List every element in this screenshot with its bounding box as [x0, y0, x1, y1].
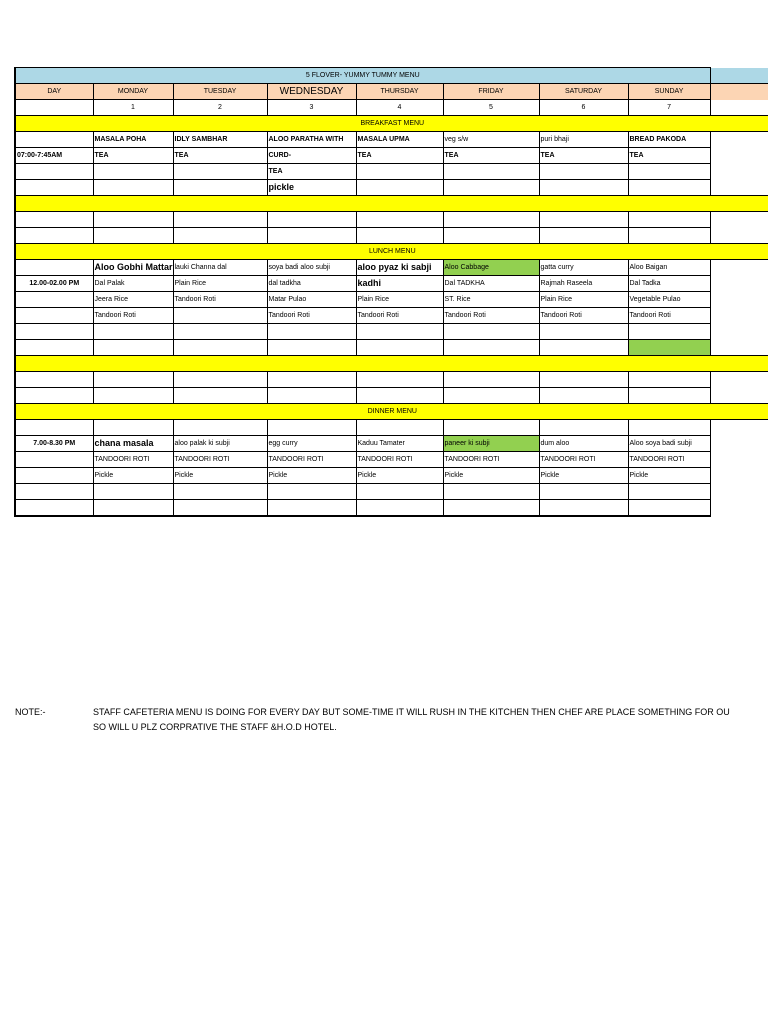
menu-cell: veg s/w: [443, 132, 539, 148]
menu-cell: Tandoori Roti: [93, 308, 173, 324]
menu-cell: Pickle: [628, 468, 710, 484]
title-row: [15, 68, 768, 84]
table-row: [15, 212, 768, 228]
menu-cell: Pickle: [267, 468, 356, 484]
menu-cell: Pickle: [539, 468, 628, 484]
table-row: [15, 292, 768, 308]
table-row: [15, 260, 768, 276]
header-friday: FRIDAY: [443, 84, 539, 100]
header-tuesday: TUESDAY: [173, 84, 267, 100]
day-number: 7: [628, 100, 710, 116]
menu-cell: Tandoori Roti: [356, 308, 443, 324]
table-row: [15, 500, 768, 517]
note-line-2: SO WILL U PLZ CORPRATIVE THE STAFF &H.O.D HOTEL.: [93, 722, 337, 732]
lunch-time: 12.00-02.00 PM: [15, 276, 93, 292]
menu-cell: Aloo Gobhi Mattar: [93, 260, 173, 276]
menu-cell: pickle: [267, 180, 356, 196]
menu-cell: Aloo Cabbage: [443, 260, 539, 276]
menu-cell: lauki Channa dal: [173, 260, 267, 276]
table-row: [15, 180, 768, 196]
header-saturday: SATURDAY: [539, 84, 628, 100]
menu-cell: TEA: [173, 148, 267, 164]
menu-cell: Plain Rice: [173, 276, 267, 292]
table-row: [15, 372, 768, 388]
lunch-menu-label: LUNCH MENU: [15, 244, 768, 260]
menu-cell: Tandoori Roti: [443, 308, 539, 324]
breakfast-band: [15, 116, 768, 132]
table-row: [15, 308, 768, 324]
day-header: DAY: [15, 84, 93, 100]
menu-cell: IDLY SAMBHAR: [173, 132, 267, 148]
menu-cell: MASALA UPMA: [356, 132, 443, 148]
day-number: 5: [443, 100, 539, 116]
table-row: [15, 228, 768, 244]
dinner-menu-label: DINNER MENU: [15, 404, 768, 420]
menu-cell: Kaduu Tamater: [356, 436, 443, 452]
table-row: [15, 420, 768, 436]
menu-cell: Dal Palak: [93, 276, 173, 292]
menu-cell: TEA: [356, 148, 443, 164]
table-row: [15, 324, 768, 340]
menu-cell: ST. Rice: [443, 292, 539, 308]
menu-cell: Jeera Rice: [93, 292, 173, 308]
table-row: [15, 484, 768, 500]
menu-cell: TANDOORI ROTI: [356, 452, 443, 468]
separator-band: [15, 196, 768, 212]
menu-cell: TANDOORI ROTI: [267, 452, 356, 468]
menu-cell: ALOO PARATHA WITH: [267, 132, 356, 148]
menu-cell: TANDOORI ROTI: [443, 452, 539, 468]
menu-cell: egg curry: [267, 436, 356, 452]
menu-cell: gatta curry: [539, 260, 628, 276]
dinner-time: 7.00-8.30 PM: [15, 436, 93, 452]
menu-cell: Pickle: [173, 468, 267, 484]
menu-cell: Tandoori Roti: [539, 308, 628, 324]
menu-cell: Rajmah Raseela: [539, 276, 628, 292]
menu-cell: chana masala: [93, 436, 173, 452]
menu-cell: TANDOORI ROTI: [539, 452, 628, 468]
table-row: [15, 452, 768, 468]
menu-cell: Aloo Baigan: [628, 260, 710, 276]
table-row: [15, 132, 768, 148]
menu-cell: aloo palak ki subji: [173, 436, 267, 452]
day-number: 1: [93, 100, 173, 116]
menu-table: [14, 67, 768, 517]
menu-cell: TANDOORI ROTI: [173, 452, 267, 468]
menu-cell: TEA: [267, 164, 356, 180]
menu-cell: aloo pyaz ki sabji: [356, 260, 443, 276]
menu-cell: TEA: [539, 148, 628, 164]
day-number: 6: [539, 100, 628, 116]
table-row: [15, 388, 768, 404]
header-monday: MONDAY: [93, 84, 173, 100]
menu-cell: Dal Tadka: [628, 276, 710, 292]
menu-cell: kadhi: [356, 276, 443, 292]
menu-cell: BREAD PAKODA: [628, 132, 710, 148]
menu-cell: dal tadkha: [267, 276, 356, 292]
breakfast-time: 07:00-7:45AM: [15, 148, 93, 164]
table-row: [15, 148, 768, 164]
menu-cell: puri bhaji: [539, 132, 628, 148]
menu-cell: Plain Rice: [539, 292, 628, 308]
header-thursday: THURSDAY: [356, 84, 443, 100]
menu-cell: TANDOORI ROTI: [93, 452, 173, 468]
separator-band: [15, 356, 768, 372]
dinner-band: [15, 404, 768, 420]
day-number: 4: [356, 100, 443, 116]
menu-cell: TEA: [628, 148, 710, 164]
header-sunday: SUNDAY: [628, 84, 710, 100]
lunch-band: [15, 244, 768, 260]
menu-cell: Tandoori Roti: [628, 308, 710, 324]
menu-cell: MASALA POHA: [93, 132, 173, 148]
page-title: 5 FLOVER- YUMMY TUMMY MENU: [15, 68, 710, 84]
menu-cell: TANDOORI ROTI: [628, 452, 710, 468]
note-label: NOTE:-: [15, 707, 46, 717]
menu-cell: TEA: [93, 148, 173, 164]
menu-cell: TEA: [443, 148, 539, 164]
menu-cell: Dal TADKHA: [443, 276, 539, 292]
breakfast-menu-label: BREAKFAST MENU: [15, 116, 768, 132]
menu-cell: Tandoori Roti: [267, 308, 356, 324]
menu-cell: Matar Pulao: [267, 292, 356, 308]
menu-cell: Plain Rice: [356, 292, 443, 308]
table-row: [15, 468, 768, 484]
menu-cell: soya badi aloo subji: [267, 260, 356, 276]
menu-cell: Aloo soya badi subji: [628, 436, 710, 452]
menu-cell: Pickle: [93, 468, 173, 484]
menu-cell: Pickle: [356, 468, 443, 484]
day-number: 3: [267, 100, 356, 116]
menu-cell: CURD-: [267, 148, 356, 164]
table-row: [15, 340, 768, 356]
menu-cell: paneer ki subji: [443, 436, 539, 452]
note-line-1: STAFF CAFETERIA MENU IS DOING FOR EVERY DAY BUT SOME-TIME IT WILL RUSH IN THE KITCHEN THEN CHEF ARE PLACE SOMETHING FOR OU: [93, 707, 730, 717]
header-wednesday: WEDNESDAY: [267, 84, 356, 100]
table-row: [15, 436, 768, 452]
menu-cell: dum aloo: [539, 436, 628, 452]
menu-cell: Tandoori Roti: [173, 292, 267, 308]
table-row: [15, 164, 768, 180]
menu-cell: Pickle: [443, 468, 539, 484]
day-number: 2: [173, 100, 267, 116]
day-number-row: [15, 100, 768, 116]
table-row: [15, 276, 768, 292]
day-header-row: [15, 84, 768, 100]
menu-cell: Vegetable Pulao: [628, 292, 710, 308]
